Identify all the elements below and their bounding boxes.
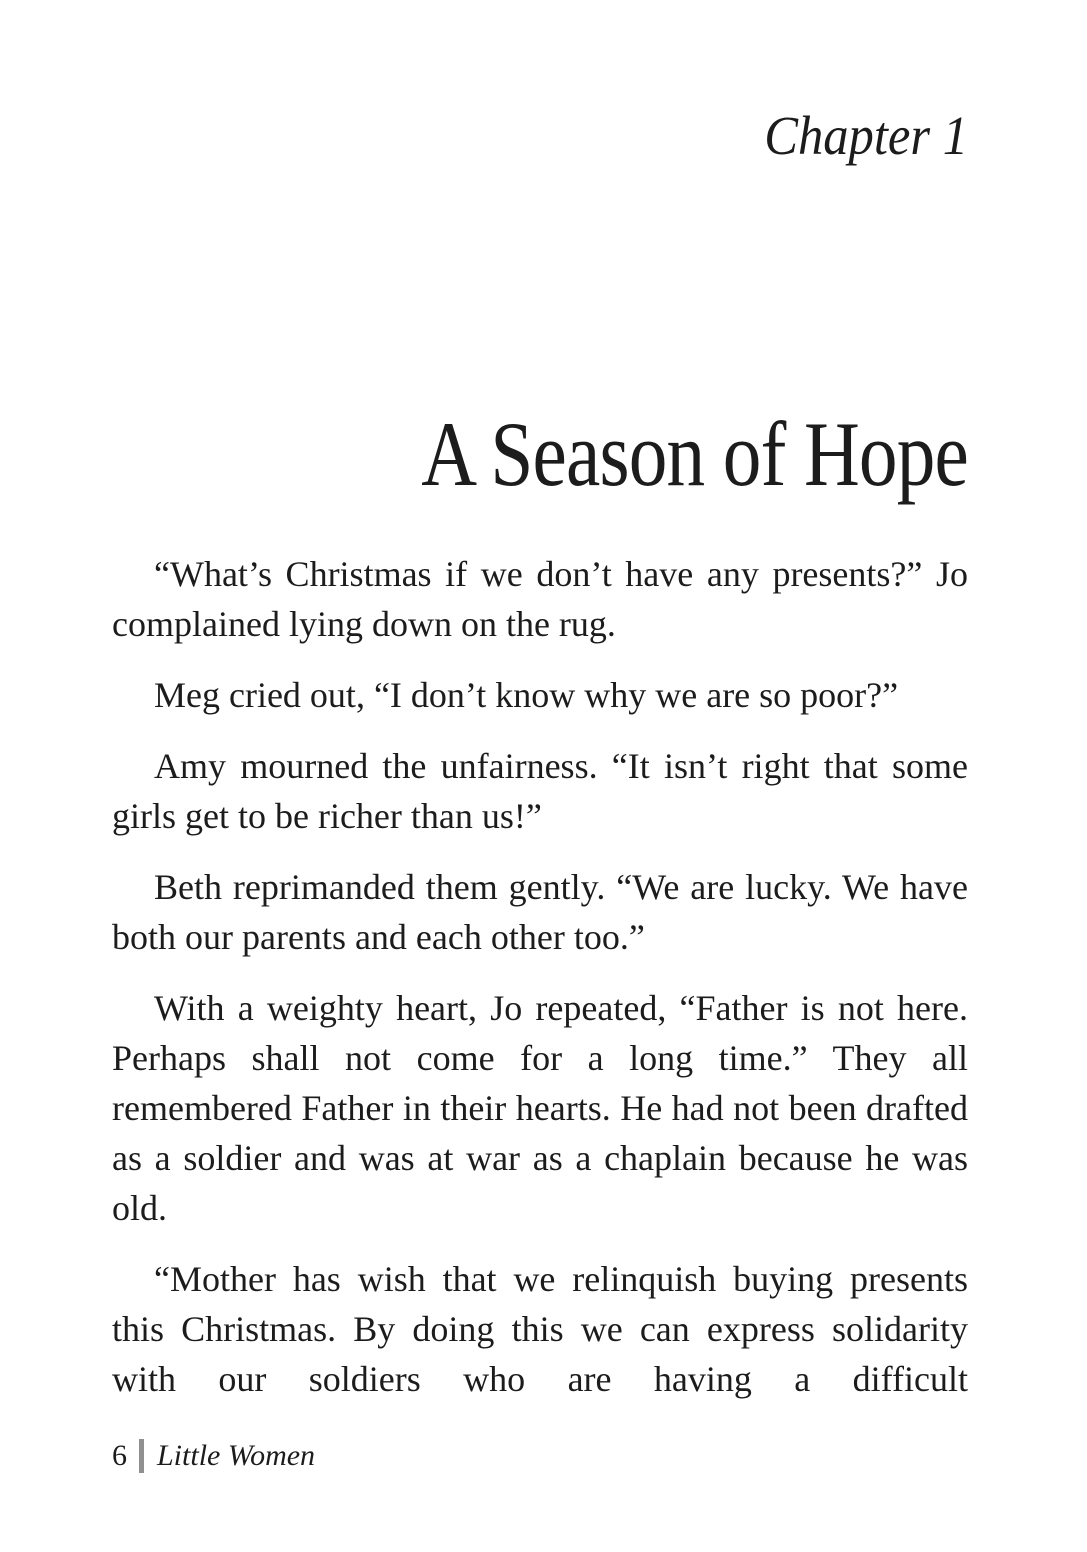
page-number: 6 [112,1439,127,1472]
chapter-label: Chapter 1 [764,105,968,166]
paragraph: Beth reprimanded them gently. “We are lucky. We have both our parents and each other too.” [112,867,968,957]
paragraph: With a weighty heart, Jo repeated, “Father is not here. Perhaps shall not come for a long time.” They all remembered Father in their hearts. He had not been drafted as a soldier and was at war as a chaplain because he was old. [112,988,968,1228]
paragraph: “What’s Christmas if we don’t have any presents?” Jo complained lying down on the rug. [112,554,968,644]
footer-divider [139,1439,144,1473]
page-footer [112,1438,315,1474]
chapter-title: A Season of Hope [421,403,968,505]
paragraph: Amy mourned the unfairness. “It isn’t right that some girls get to be richer than us!” [112,746,968,836]
paragraph: “Mother has wish that we relinquish buying presents this Christmas. By doing this we can express solidarity with our soldiers who are having a difficult [112,1259,968,1399]
chapter-body [112,549,968,1425]
paragraph: Meg cried out, “I don’t know why we are so poor?” [154,675,899,715]
book-title: Little Women [157,1439,316,1472]
